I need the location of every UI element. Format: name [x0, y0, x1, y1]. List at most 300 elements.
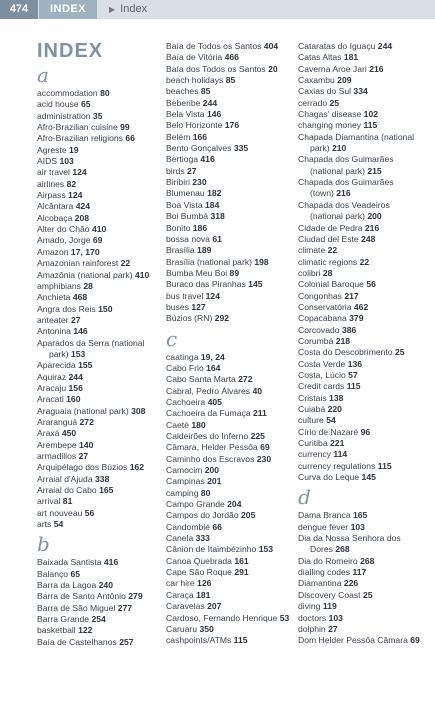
entry-term: Catas Altas [298, 52, 342, 63]
entry-term: Campo Grande [166, 499, 225, 510]
index-entry [298, 381, 432, 392]
entry-term-continued: (town) [310, 188, 334, 199]
entry-page-ref: 122 [78, 625, 93, 636]
entry-page-ref: 35 [92, 110, 103, 121]
index-entry [37, 281, 162, 292]
entry-term: accommodation [37, 88, 98, 98]
index-column-2 [166, 41, 294, 647]
entry-term: arts [37, 519, 52, 530]
index-entry [298, 613, 432, 624]
index-entry [37, 156, 162, 167]
entry-page-ref: 19 [69, 144, 79, 155]
entry-page-ref: 279 [128, 591, 143, 602]
entry-term: Boi Bumbá [166, 211, 209, 222]
index-entry-continuation [298, 211, 432, 222]
entry-term: Cardoso, Fernando Henrique [166, 612, 278, 623]
entry-page-ref: 28 [83, 280, 93, 291]
index-entry [37, 145, 162, 156]
entry-term: Barra da Lagoa [37, 580, 97, 591]
entry-term: Arraial do Cabo [37, 485, 97, 496]
entry-page-ref: 145 [248, 279, 263, 290]
entry-page-ref: 20 [268, 63, 278, 74]
entry-term: Canela [166, 533, 194, 544]
entry-page-ref: 61 [212, 233, 222, 244]
entry-term: Caldeirões do Inferno [166, 431, 249, 441]
index-entry [166, 408, 294, 419]
index-entry [166, 476, 294, 487]
entry-term: Bento Gonçalves [166, 143, 232, 154]
entry-term: Cabo Frio [166, 362, 204, 373]
entry-term: Bela Vista [166, 109, 205, 120]
entry-page-ref: 117 [352, 567, 367, 578]
entry-page-ref: 244 [202, 97, 218, 108]
index-entry [166, 442, 294, 453]
index-entry [166, 420, 294, 431]
entry-term: Antonina [37, 326, 71, 337]
entry-term: Dom Helder Pessôa Câmara [298, 635, 408, 646]
index-entry [37, 394, 162, 405]
entry-term: dialling codes [298, 567, 351, 578]
index-entry [166, 374, 294, 385]
entry-page-ref: 124 [72, 167, 87, 178]
entry-page-ref: 114 [333, 449, 348, 460]
entry-term: beach holidays [166, 75, 224, 86]
index-entry [37, 270, 162, 281]
entry-page-ref: 85 [225, 75, 236, 86]
entry-page-ref: 65 [80, 99, 91, 110]
triangle-right-icon: ▶ [109, 5, 116, 14]
entry-term: armadillos [37, 451, 77, 461]
entry-page-ref: 211 [252, 408, 267, 419]
entry-page-ref: 69 [410, 635, 420, 646]
index-entry [166, 313, 294, 324]
entry-term: Afro-Brazilian religions [37, 133, 123, 144]
entry-term: Amado, Jorge [37, 235, 91, 246]
entry-page-ref: 181 [343, 52, 359, 63]
entry-term: Arquipélago dos Búzios [37, 462, 128, 473]
entry-page-ref: 53 [279, 612, 290, 623]
entry-term: Balanço [37, 568, 69, 579]
index-entry [37, 557, 162, 568]
entry-page-ref: 201 [207, 476, 222, 487]
entry-term: Belo Horizonte [166, 120, 223, 131]
index-entry [166, 109, 294, 120]
index-entry [166, 86, 294, 97]
entry-term: Campos do Jordão [166, 510, 239, 521]
entry-page-ref: 115 [233, 635, 248, 646]
entry-term: Chagas' disease [298, 109, 362, 120]
index-entry [166, 488, 294, 499]
entry-page-ref: 115 [363, 120, 378, 131]
entry-page-ref: 162 [129, 462, 145, 473]
entry-term: Colonial Baroque [298, 279, 364, 290]
index-entry [166, 52, 294, 63]
entry-page-ref: 424 [75, 201, 91, 212]
entry-page-ref: 153 [258, 544, 274, 555]
entry-term: Alcântara [37, 201, 74, 212]
index-entry [37, 372, 162, 383]
entry-term: Amazônia (national park) [37, 269, 133, 280]
entry-term: car hire [166, 578, 195, 589]
index-entry [37, 462, 162, 473]
entry-page-ref: 277 [117, 602, 133, 613]
index-entry [166, 302, 294, 313]
index-entry [298, 578, 432, 589]
entry-term: Blumenau [166, 188, 205, 199]
entry-term: beaches [166, 86, 199, 97]
entry-page-ref: 182 [207, 188, 222, 199]
index-entry [37, 580, 162, 591]
entry-term: Aquiraz [37, 371, 67, 382]
index-entry [298, 404, 432, 415]
index-entry-continuation [298, 166, 432, 177]
entry-term: climate [298, 245, 326, 256]
entry-page-ref: 416 [200, 154, 215, 165]
entry-page-ref: 22 [327, 245, 338, 256]
index-entry [37, 213, 162, 224]
index-entry [37, 406, 162, 417]
entry-term: Caminho dos Escravos [166, 453, 255, 464]
entry-term: Dama Branca [298, 510, 351, 521]
entry-page-ref: 124 [68, 190, 83, 201]
entry-page-ref: 416 [103, 557, 119, 568]
index-entry [298, 64, 432, 75]
index-entry [166, 154, 294, 165]
entry-page-ref: 161 [234, 555, 249, 566]
index-entry [37, 474, 162, 485]
index-entry [298, 472, 432, 483]
index-entry [37, 179, 162, 190]
entry-term: Araguaia (national park) [37, 405, 129, 416]
section-letter: c [166, 326, 178, 351]
entry-term: Beberibe [166, 97, 201, 108]
index-entry [298, 393, 432, 404]
entry-page-ref: 215 [367, 165, 382, 176]
entry-page-ref: 89 [229, 267, 240, 278]
section-tab: INDEX [39, 0, 97, 19]
entry-term: bus travel [166, 290, 204, 301]
entry-term: Barra de São Miguel [37, 602, 116, 613]
entry-term: Chapada Diamantina (national [298, 131, 415, 142]
index-entry [37, 201, 162, 212]
entry-term: Araranguá [37, 416, 78, 427]
entry-term: arrival [37, 496, 61, 507]
entry-page-ref: 164 [206, 362, 221, 373]
entry-term: Curva do Leque [298, 472, 360, 483]
entry-page-ref: 66 [125, 133, 135, 144]
entry-term: Aracaju [37, 382, 67, 393]
index-entry [166, 211, 294, 222]
index-entry [298, 234, 432, 245]
entry-term: Buraco das Piranhas [166, 279, 246, 290]
entry-term: Alter do Chão [37, 224, 90, 235]
entry-page-ref: 205 [241, 510, 256, 521]
entry-term: Arembepe [37, 439, 77, 450]
index-entry [298, 601, 432, 612]
entry-term: Corcovado [298, 324, 340, 335]
entry-page-ref: 136 [347, 358, 363, 369]
index-entry [166, 245, 294, 256]
index-entry [298, 154, 432, 165]
entry-page-ref: 200 [367, 211, 382, 222]
entry-page-ref: 69 [92, 235, 103, 246]
index-entry [166, 64, 294, 75]
entry-term: Círio de Nazaré [298, 426, 359, 437]
entry-term: Cabo Santa Marta [166, 374, 236, 385]
entry-page-ref: 19, 24 [200, 351, 225, 362]
entry-term: Boa Vista [166, 199, 203, 210]
index-entry [166, 363, 294, 374]
index-entry [37, 88, 162, 99]
entry-page-ref: 127 [191, 301, 206, 312]
entry-term: Cidade de Pedra [298, 222, 363, 233]
entry-term: Costa Verde [298, 358, 346, 369]
index-entry [166, 454, 294, 465]
index-entry [298, 200, 432, 211]
entry-page-ref: 450 [61, 428, 77, 439]
entry-page-ref: 218 [335, 335, 351, 346]
index-entry [298, 438, 432, 449]
index-entry [166, 635, 294, 646]
entry-page-ref: 225 [250, 431, 265, 441]
entry-page-ref: 272 [238, 374, 253, 385]
index-entry [298, 120, 432, 131]
index-entry [37, 167, 162, 178]
index-entry [166, 499, 294, 510]
index-entry [37, 133, 162, 144]
index-entry [166, 177, 294, 188]
index-entry [166, 143, 294, 154]
index-entry [37, 315, 162, 326]
index-entry [37, 292, 162, 303]
entry-term: Amazonian rainforest [37, 258, 119, 269]
entry-page-ref: 466 [224, 52, 239, 63]
entry-term: Aparados da Serra (national [37, 337, 145, 348]
entry-term: Conservatória [298, 301, 352, 312]
entry-term: Câmara, Helder Pessôa [166, 442, 258, 453]
breadcrumb-label: Index [120, 3, 148, 15]
entry-term: Brasília (national park) [166, 256, 252, 267]
entry-page-ref: 155 [78, 360, 93, 371]
entry-term: Camocim [166, 465, 203, 476]
entry-term: administration [37, 110, 91, 121]
index-entry [37, 428, 162, 439]
index-entry [37, 485, 162, 496]
entry-page-ref: 160 [66, 394, 81, 405]
entry-term: anteater [37, 314, 69, 325]
index-entry [166, 352, 294, 363]
entry-term: Diamantina [298, 578, 342, 589]
entry-page-ref: 17, 170 [70, 246, 100, 257]
index-entry [166, 257, 294, 268]
entry-page-ref: 248 [361, 233, 376, 244]
index-column-3 [298, 41, 432, 647]
entry-page-ref: 103 [59, 156, 74, 167]
entry-term: diving [298, 601, 321, 612]
entry-term: cerrado [298, 97, 328, 108]
entry-term: Dia do Romeiro [298, 555, 358, 566]
index-entry [298, 313, 432, 324]
entry-term: Cuiabá [298, 404, 326, 414]
entry-page-ref: 165 [99, 485, 114, 496]
index-entry [166, 465, 294, 476]
entry-page-ref: 150 [98, 303, 113, 314]
entry-page-ref: 25 [329, 97, 340, 108]
section-letter: a [37, 63, 49, 87]
entry-page-ref: 54 [53, 519, 64, 530]
entry-page-ref: 468 [72, 292, 88, 303]
entry-term: Baía dos Todos os Santos [166, 63, 266, 74]
entry-page-ref: 240 [98, 580, 113, 591]
entry-term: Credit cards [298, 381, 345, 392]
entry-term: Costa, Lúcio [298, 369, 346, 380]
entry-page-ref: 410 [134, 269, 150, 280]
entry-page-ref: 165 [352, 510, 368, 521]
index-entry [37, 519, 162, 530]
index-entry [166, 624, 294, 635]
entry-term: Caravelas [166, 601, 205, 612]
index-entry [37, 304, 162, 315]
index-entry [37, 190, 162, 201]
entry-page-ref: 207 [207, 601, 222, 612]
entry-page-ref: 115 [377, 460, 392, 471]
index-entry [37, 625, 162, 636]
entry-term: Aparecida [37, 360, 76, 371]
entry-term: Dia da Nossa Senhora dos [298, 533, 401, 544]
entry-page-ref: 56 [84, 507, 95, 518]
entry-term: currency [298, 449, 331, 460]
index-entry [37, 417, 162, 428]
index-entry-continuation [298, 188, 432, 199]
entry-term: Bumba Meu Boi [166, 267, 228, 278]
entry-term: Curitiba [298, 438, 328, 449]
entry-term: Biribiri [166, 177, 190, 188]
entry-term: Campinas [166, 476, 205, 487]
entry-term: Agreste [37, 144, 67, 155]
index-entry [166, 98, 294, 109]
entry-page-ref: 180 [191, 419, 206, 430]
index-entry [298, 98, 432, 109]
index-column-1 [37, 41, 162, 648]
entry-page-ref: 28 [322, 267, 333, 278]
entry-term: Baixada Santista [37, 557, 102, 568]
entry-term: Barra de Santo Antônio [37, 591, 126, 602]
index-entry [37, 637, 162, 648]
index-entry [37, 614, 162, 625]
entry-term: Caxias do Sul [298, 86, 352, 97]
index-entry [298, 257, 432, 268]
entry-page-ref: 308 [131, 405, 146, 416]
index-entry [298, 52, 432, 63]
index-entry [37, 111, 162, 122]
section-letter: d [298, 485, 311, 510]
entry-page-ref: 145 [361, 472, 376, 483]
entry-page-ref: 27 [328, 623, 338, 634]
index-entry [298, 223, 432, 234]
index-entry [166, 397, 294, 408]
entry-page-ref: 254 [91, 614, 106, 625]
entry-term: dengue fever [298, 521, 349, 532]
entry-page-ref: 257 [119, 636, 134, 647]
entry-term: Ciudad del Este [298, 233, 359, 244]
entry-page-ref: 25 [362, 589, 373, 600]
entry-page-ref: 119 [322, 601, 337, 612]
index-entry [166, 386, 294, 397]
index-entry [298, 415, 432, 426]
entry-term-continued: (national park) [310, 211, 365, 222]
entry-page-ref: 103 [350, 521, 365, 532]
index-entry [298, 75, 432, 86]
index-title: INDEX [37, 40, 104, 62]
breadcrumb [109, 0, 147, 19]
entry-page-ref: 462 [353, 301, 369, 312]
entry-term: Baía de Castelhanos [37, 636, 117, 647]
index-entry [298, 41, 432, 52]
index-entry [298, 522, 432, 533]
entry-page-ref: 335 [233, 143, 249, 154]
entry-term: culture [298, 415, 324, 426]
entry-term: Barra Grande [37, 614, 90, 625]
entry-page-ref: 153 [70, 348, 86, 359]
entry-page-ref: 210 [331, 143, 347, 154]
entry-term: currency regulations [298, 460, 376, 471]
entry-term: Cataratas do Iguaçu [298, 41, 376, 51]
index-entry [298, 461, 432, 472]
entry-term: Aracati [37, 394, 64, 405]
index-entry [166, 291, 294, 302]
entry-page-ref: 350 [199, 623, 214, 634]
entry-term: Chapada dos Guimarães [298, 154, 394, 165]
entry-page-ref: 56 [366, 279, 376, 290]
index-entry [298, 245, 432, 256]
entry-page-ref: 176 [224, 120, 240, 131]
index-entry [298, 325, 432, 336]
entry-page-ref: 318 [210, 211, 225, 222]
index-entry [37, 338, 162, 349]
entry-term-continued: park) [310, 143, 330, 154]
entry-page-ref: 146 [73, 326, 88, 337]
entry-term: Brasília [166, 245, 195, 256]
entry-term: Caruaru [166, 623, 198, 634]
entry-page-ref: 124 [205, 290, 220, 301]
index-entry [166, 578, 294, 589]
entry-page-ref: 146 [206, 109, 222, 120]
entry-page-ref: 69 [260, 442, 270, 453]
index-entry [37, 508, 162, 519]
index-entry [37, 603, 162, 614]
entry-page-ref: 204 [227, 499, 242, 510]
entry-page-ref: 99 [120, 122, 130, 133]
entry-page-ref: 216 [364, 222, 380, 233]
entry-page-ref: 268 [360, 555, 375, 566]
entry-term: Anchieta [37, 292, 71, 303]
entry-page-ref: 181 [196, 589, 211, 600]
entry-page-ref: 27 [70, 314, 81, 325]
entry-term: Bertioga [166, 154, 199, 165]
entry-term: Copacabana [298, 313, 347, 324]
index-entry [37, 99, 162, 110]
entry-page-ref: 217 [344, 290, 359, 301]
entry-term: doctors [298, 612, 327, 623]
entry-page-ref: 186 [192, 222, 208, 233]
index-entry [166, 166, 294, 177]
index-entry-continuation [298, 544, 432, 555]
entry-page-ref: 338 [95, 473, 110, 484]
entry-page-ref: 226 [343, 578, 359, 589]
entry-page-ref: 27 [187, 165, 197, 176]
index-entry [166, 223, 294, 234]
entry-page-ref: 54 [326, 415, 336, 426]
